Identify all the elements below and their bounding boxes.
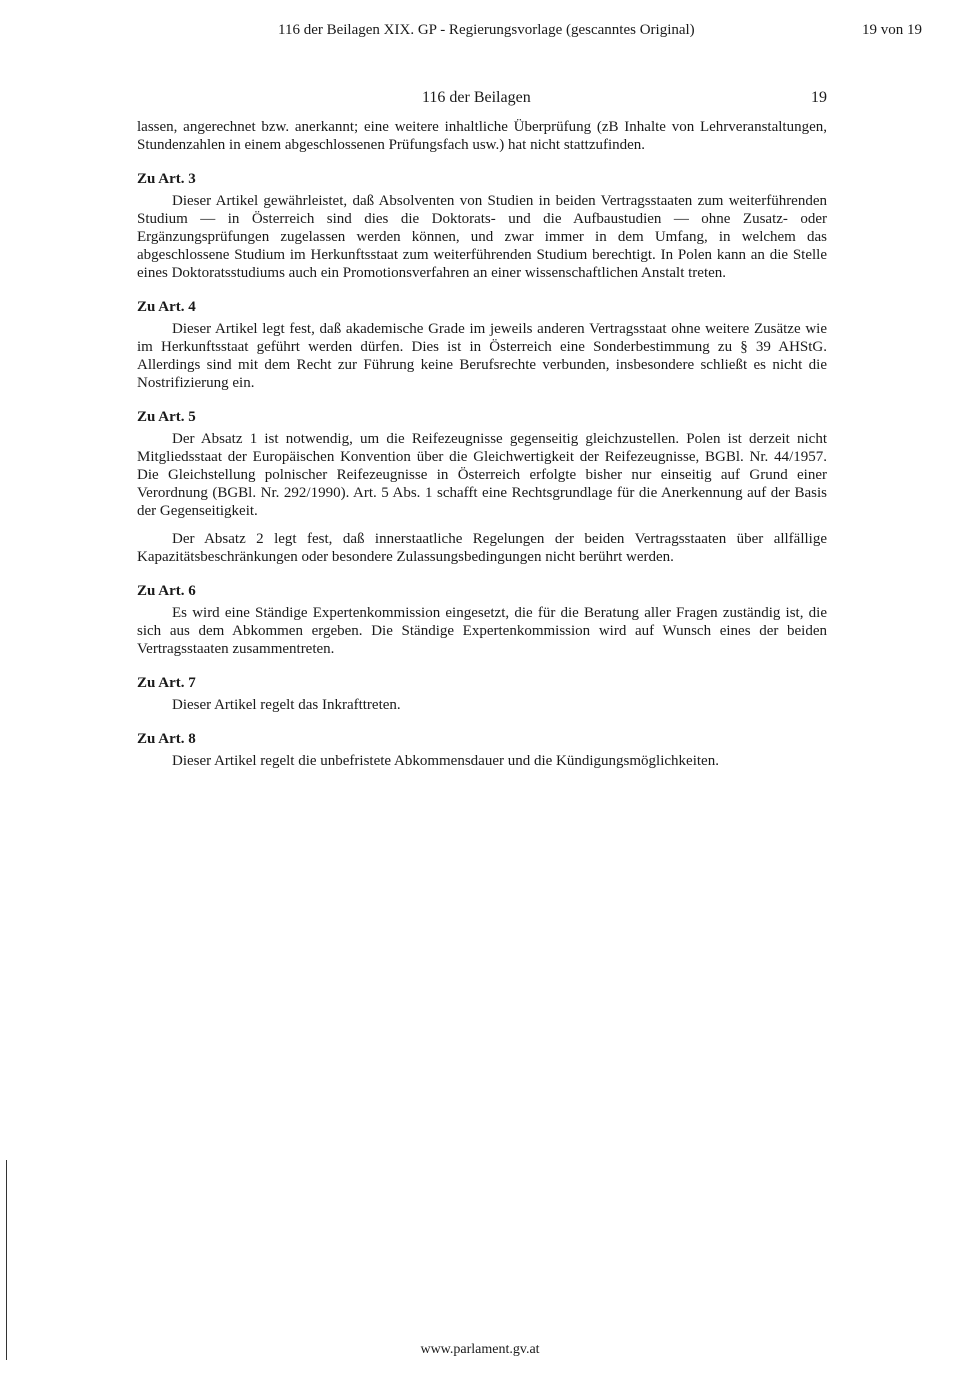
section-heading: Zu Art. 3 <box>137 171 196 187</box>
section-paragraph: Dieser Artikel legt fest, daß akademische Grade im jeweils anderen Vertragsstaat ohne weitere Zusätze wie im Herkunftsstaat geführt werden dürfen. Dies ist in Österreich eine Sonderbestimmung zu § 39 AHStG. Allerdings sind mit dem Recht zur Führung keine Berufsrechte verbunden, insbesondere schließt es nicht die Nostrifizierung ein. <box>137 321 827 391</box>
scan-margin-line <box>6 1160 7 1360</box>
page-footer <box>0 1342 960 1358</box>
document-running-head <box>137 89 827 109</box>
section-heading: Zu Art. 4 <box>137 299 196 315</box>
section-paragraph: Der Absatz 2 legt fest, daß innerstaatliche Regelungen der beiden Vertragsstaaten über allfällige Kapazitätsbeschränkungen oder besondere Zulassungsbedingungen nicht berührt werden. <box>137 531 827 565</box>
section-heading: Zu Art. 5 <box>137 409 196 425</box>
section-art-7 <box>137 674 827 714</box>
section-paragraph: Dieser Artikel gewährleistet, daß Absolventen von Studien in beiden Vertragsstaaten zum weiterführenden Studium — in Österreich sind dies die Doktorats- und die Aufbaustudien — ohne Zusatz- oder Ergänzungsprüfungen zugelassen werden können, und zwar immer in dem Umfang, in welchem das abgeschlossene Studium im Herkunftsstaat zum weiterführenden Studium berechtigt. In Polen kann an die Stelle eines Doktoratsstudiums auch ein Promotionsverfahren an einer wissenschaftlichen Anstalt treten. <box>137 193 827 281</box>
section-paragraph: Der Absatz 1 ist notwendig, um die Reifezeugnisse gegenseitig gleichzustellen. Polen ist derzeit nicht Mitgliedsstaat der Europäischen Konvention über die Gleichwertigkeit der Reifezeugnisse, BGBl. Nr. 44/1957. Die Gleichstellung polnischer Reifezeugnisse in Österreich erfolgte bisher nur einseitig auf Grund einer Verordnung (BGBl. Nr. 292/1990). Art. 5 Abs. 1 schafft eine Rechtsgrundlage für die Anerkennung auf der Basis der Gegenseitigkeit. <box>137 431 827 519</box>
section-art-8 <box>137 730 827 770</box>
header-page-count: 19 von 19 <box>862 22 922 38</box>
section-heading: Zu Art. 7 <box>137 675 196 691</box>
footer-url[interactable]: www.parlament.gv.at <box>420 1342 540 1357</box>
section-heading: Zu Art. 8 <box>137 731 196 747</box>
section-art-4 <box>137 298 827 392</box>
document-body <box>137 118 827 770</box>
running-head-title: 116 der Beilagen <box>422 89 531 106</box>
intro-paragraph: lassen, angerechnet bzw. anerkannt; eine weitere inhaltliche Überprüfung (zB Inhalte von Lehrveranstaltungen, Stundenzahlen in einem abgeschlossenen Prüfungsfach usw.) hat nicht stattzufinden. <box>137 119 827 153</box>
section-paragraph: Dieser Artikel regelt die unbefristete Abkommensdauer und die Kündigungsmöglichkeiten. <box>172 753 719 769</box>
page-header <box>0 22 960 44</box>
section-art-6 <box>137 582 827 658</box>
section-paragraph: Es wird eine Ständige Expertenkommission eingesetzt, die für die Beratung aller Fragen zuständig ist, die sich aus dem Abkommen ergeben. Die Ständige Expertenkommission wird auf Wunsch eines der beiden Vertragsstaaten zusammentreten. <box>137 605 827 657</box>
header-title: 116 der Beilagen XIX. GP - Regierungsvorlage (gescanntes Original) <box>278 22 695 38</box>
running-head-page-number: 19 <box>811 89 827 106</box>
section-art-5 <box>137 408 827 566</box>
section-paragraph: Dieser Artikel regelt das Inkrafttreten. <box>172 697 401 713</box>
section-heading: Zu Art. 6 <box>137 583 196 599</box>
section-art-3 <box>137 170 827 282</box>
